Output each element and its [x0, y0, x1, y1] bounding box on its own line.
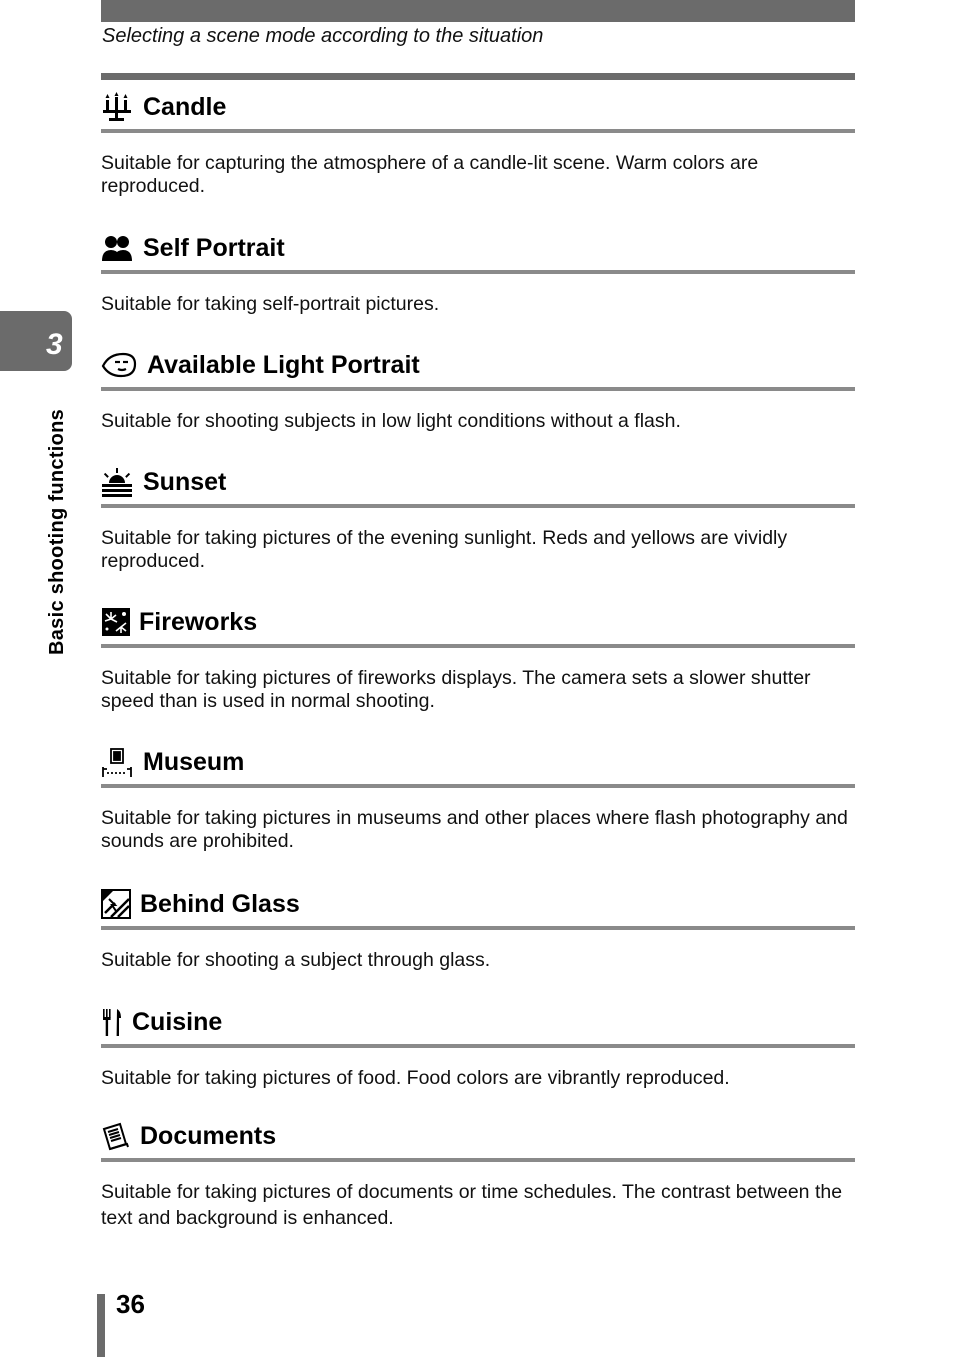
section-title: Fireworks — [139, 607, 258, 636]
section-description: Suitable for taking pictures of the evening sunlight. Reds and yellows are vividly reproduced. — [101, 527, 788, 572]
section-title: Documents — [140, 1121, 277, 1150]
section-rule — [101, 784, 855, 788]
section-title: Candle — [143, 92, 227, 121]
section-heading — [101, 1005, 855, 1039]
cuisine-icon — [101, 1007, 123, 1037]
header-subtitle: Selecting a scene mode according to the situation — [102, 25, 544, 47]
section-description: Suitable for taking self-portrait pictures. — [101, 293, 440, 315]
section-heading — [101, 465, 855, 499]
section-heading — [101, 348, 855, 382]
sunset-icon — [101, 467, 133, 497]
section-museum — [101, 745, 855, 853]
section-behind-glass — [101, 887, 855, 972]
section-cuisine — [101, 1005, 855, 1090]
section-heading — [101, 231, 855, 265]
section-description: Suitable for shooting subjects in low light conditions without a flash. — [101, 410, 681, 432]
section-rule — [101, 926, 855, 930]
section-title: Self Portrait — [143, 233, 285, 262]
museum-icon — [101, 747, 133, 777]
section-rule — [101, 504, 855, 508]
section-rule — [101, 129, 855, 133]
header-top-bar — [101, 0, 855, 22]
section-description: Suitable for taking pictures in museums and other places where flash photography and sounds are prohibited. — [101, 807, 848, 852]
section-title: Available Light Portrait — [147, 350, 420, 379]
self-portrait-icon — [101, 233, 133, 263]
chapter-label: Basic shooting functions — [46, 408, 68, 655]
candle-icon — [101, 92, 133, 122]
section-description: Suitable for capturing the atmosphere of a candle-lit scene. Warm colors are reproduced. — [101, 152, 759, 197]
section-heading — [101, 605, 855, 639]
fireworks-icon — [101, 607, 131, 637]
section-candle — [101, 90, 855, 198]
section-self-portrait — [101, 231, 855, 316]
section-rule — [101, 1044, 855, 1048]
section-rule — [101, 387, 855, 391]
section-fireworks — [101, 605, 855, 713]
behind-glass-icon — [101, 889, 131, 919]
chapter-number: 3 — [46, 328, 63, 361]
section-rule — [101, 270, 855, 274]
section-title: Cuisine — [132, 1007, 223, 1036]
section-title: Behind Glass — [140, 889, 300, 918]
section-heading — [101, 887, 855, 921]
section-heading — [101, 745, 855, 779]
section-title: Sunset — [143, 467, 227, 496]
section-sunset — [101, 465, 855, 573]
header-rule — [101, 73, 855, 80]
section-available-light-portrait — [101, 348, 855, 433]
section-heading — [101, 1119, 855, 1153]
section-rule — [101, 1158, 855, 1162]
page-number: 36 — [116, 1289, 145, 1319]
section-description: Suitable for shooting a subject through glass. — [101, 949, 491, 971]
section-documents — [101, 1119, 855, 1231]
section-title: Museum — [143, 747, 245, 776]
available-light-portrait-icon — [101, 350, 137, 380]
section-description: Suitable for taking pictures of documents or time schedules. The contrast between the text and background is enhanced. — [101, 1181, 843, 1229]
documents-icon — [101, 1121, 131, 1151]
section-description: Suitable for taking pictures of food. Food colors are vibrantly reproduced. — [101, 1067, 730, 1089]
section-heading — [101, 90, 855, 124]
section-description: Suitable for taking pictures of fireworks displays. The camera sets a slower shutter speed than is used in normal shooting. — [101, 667, 811, 712]
section-rule — [101, 644, 855, 648]
page-number-bar — [97, 1294, 105, 1357]
